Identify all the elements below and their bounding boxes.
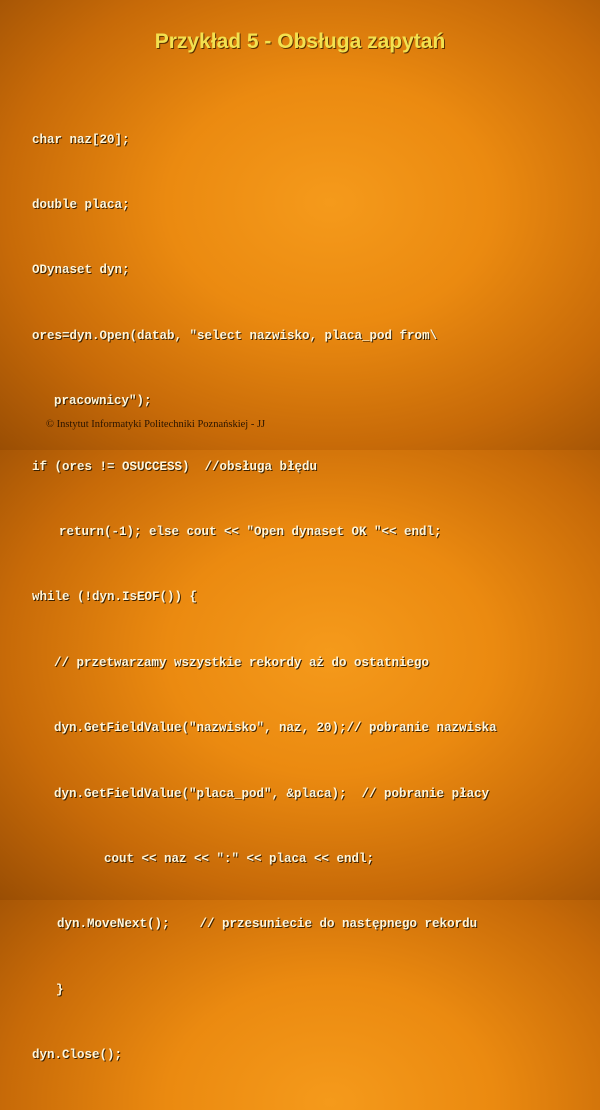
code-line: dyn.GetFieldValue("placa_pod", &placa); // pobranie płacy (54, 786, 490, 801)
slide-title: Przykład 5 - Obsługa zapytań (154, 30, 446, 53)
code-line: char naz[20]; (32, 132, 130, 147)
code-line: cout << naz << ":" << placa << endl; (104, 851, 375, 866)
code-line: // przetwarzamy wszystkie rekordy aż do ostatniego (54, 655, 430, 670)
code-line: dyn.MoveNext(); // przesuniecie do następnego rekordu (57, 917, 478, 932)
code-line: ores=dyn.Open(datab, "select nazwisko, placa_pod from\ (32, 328, 438, 343)
code-line: dyn.GetFieldValue("nazwisko", naz, 20);// pobranie nazwiska (54, 721, 497, 736)
code-line: } (56, 982, 64, 997)
code-line: if (ores != OSUCCESS) //obsługa błędu (32, 459, 318, 474)
code-line: dyn.Close(); (32, 1048, 123, 1063)
code-line: pracownicy"); (54, 394, 152, 409)
copyright-footer: © Instytut Informatyki Politechniki Poznańskiej - JJ (46, 419, 266, 430)
code-line: while (!dyn.IsEOF()) { (32, 590, 198, 605)
code-line: double placa; (32, 197, 130, 212)
code-block (32, 86, 592, 1110)
code-line: ODynaset dyn; (32, 263, 130, 278)
code-line: return(-1); else cout << "Open dynaset OK "<< endl; (59, 524, 442, 539)
